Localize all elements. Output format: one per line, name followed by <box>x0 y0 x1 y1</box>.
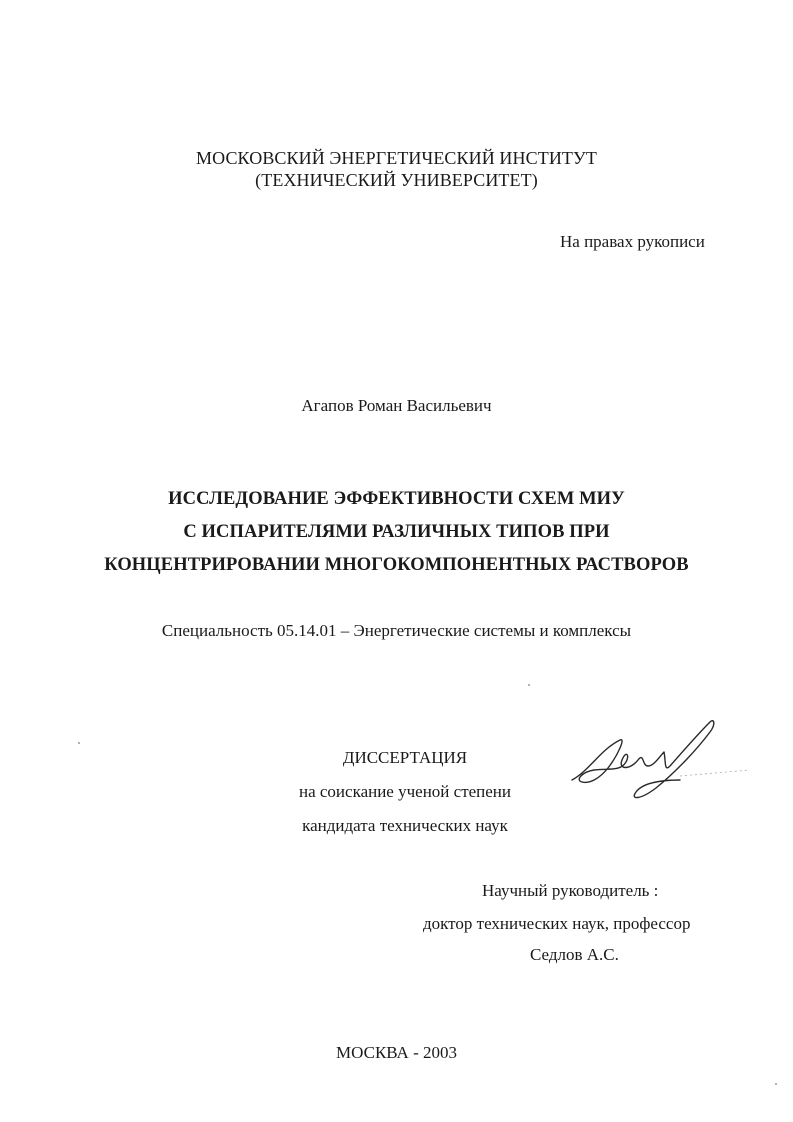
supervisor-name: Седлов А.С. <box>530 945 619 964</box>
title-line-3: КОНЦЕНТРИРОВАНИИ МНОГОКОМПОНЕНТНЫХ РАСТВОРОВ <box>104 555 689 575</box>
specialty: Специальность 05.14.01 – Энергетические системы и комплексы <box>161 621 632 640</box>
title-line-2: С ИСПАРИТЕЛЯМИ РАЗЛИЧНЫХ ТИПОВ ПРИ <box>183 522 610 542</box>
author-name: Агапов Роман Васильевич <box>301 396 492 415</box>
supervisor-label: Научный руководитель : <box>482 881 659 900</box>
scan-speck <box>78 742 80 744</box>
scan-speck <box>775 1083 777 1085</box>
signature <box>560 710 760 810</box>
title-line-1: ИССЛЕДОВАНИЕ ЭФФЕКТИВНОСТИ СХЕМ МИУ <box>168 489 625 509</box>
institute-subtitle: (ТЕХНИЧЕСКИЙ УНИВЕРСИТЕТ) <box>255 170 538 190</box>
scan-speck <box>528 684 530 686</box>
dissertation-field: кандидата технических наук <box>302 816 508 835</box>
dissertation-label: ДИССЕРТАЦИЯ <box>342 748 468 767</box>
institute-name: МОСКОВСКИЙ ЭНЕРГЕТИЧЕСКИЙ ИНСТИТУТ <box>196 148 597 168</box>
city-year: МОСКВА - 2003 <box>336 1043 457 1062</box>
supervisor-degree: доктор технических наук, профессор <box>423 914 691 933</box>
dissertation-degree: на соискание ученой степени <box>298 782 512 801</box>
manuscript-note: На правах рукописи <box>560 232 705 251</box>
